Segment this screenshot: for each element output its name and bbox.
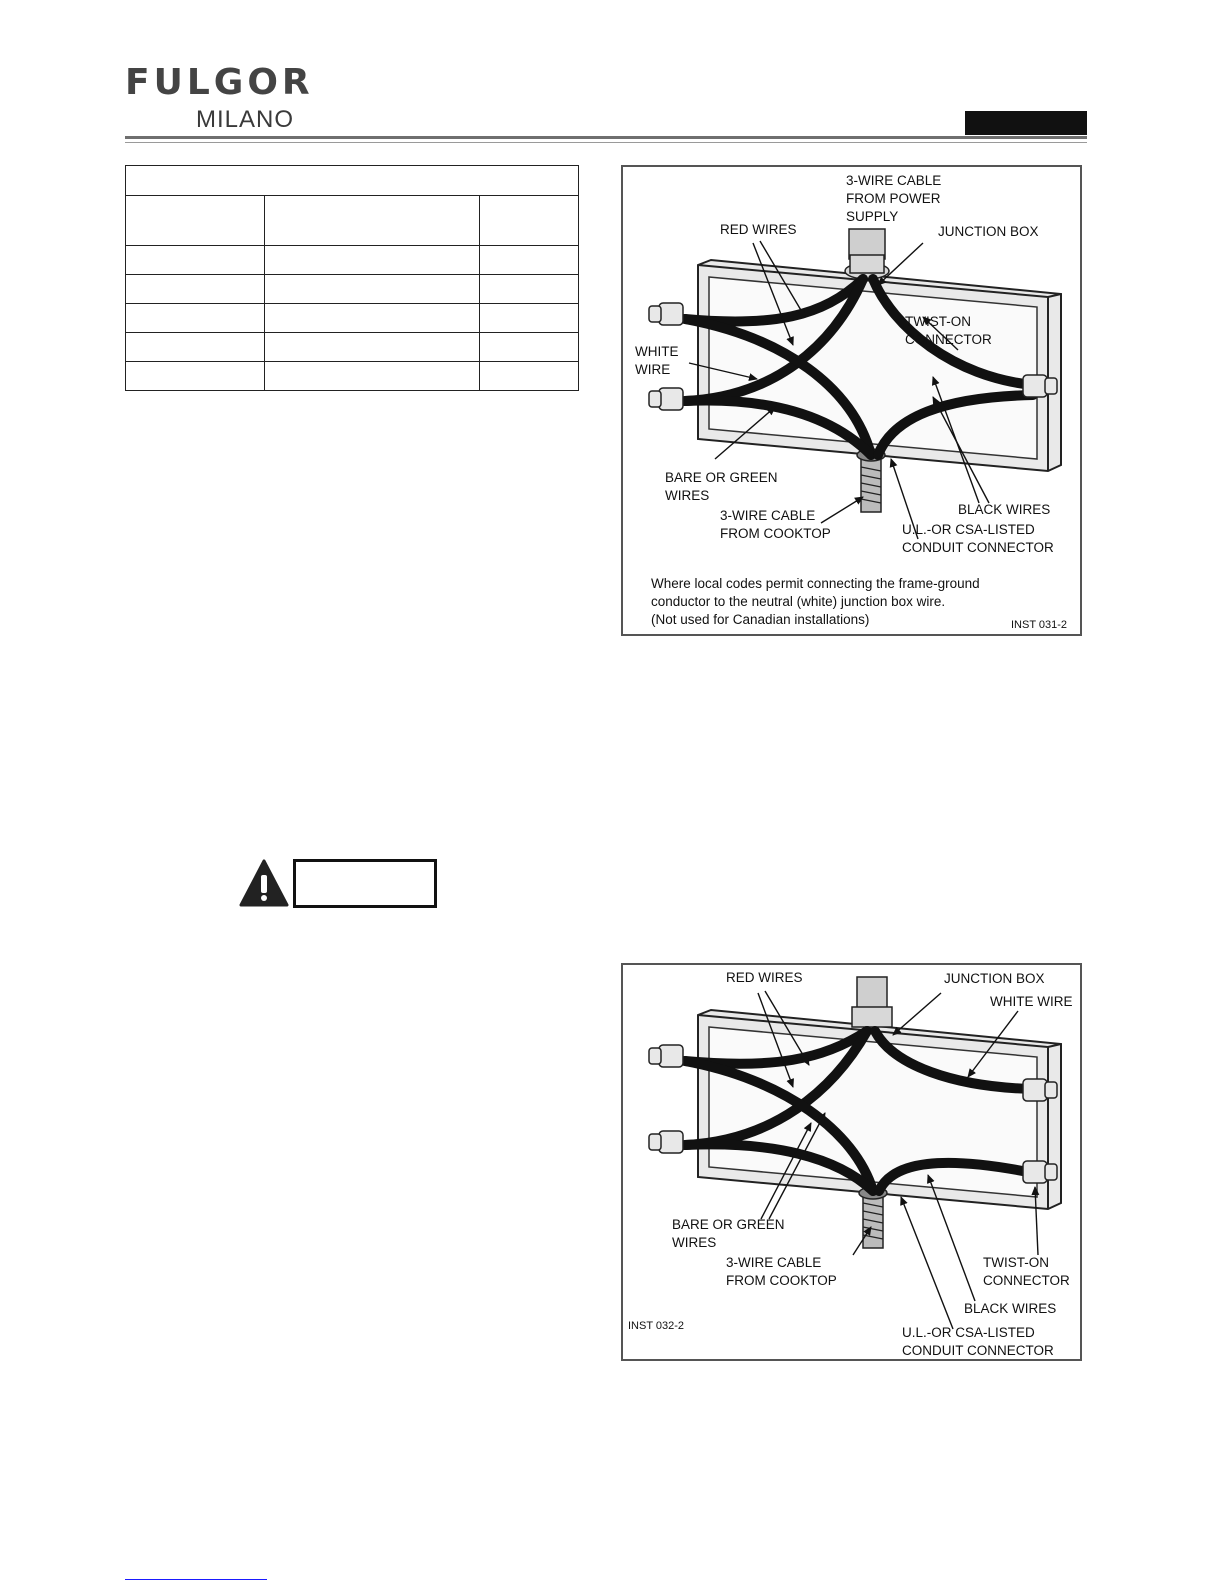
table-header-cell xyxy=(265,196,480,246)
warning-label-box xyxy=(293,859,437,908)
label-bare-green-wires: BARE OR GREEN WIRES xyxy=(665,470,778,503)
wiring-diagram-2 xyxy=(621,963,1082,1361)
footer-link-underline[interactable] xyxy=(125,1579,267,1580)
header-rule-thin xyxy=(125,142,1087,143)
header-rule xyxy=(125,136,1087,139)
table-header-cell xyxy=(480,196,579,246)
label-white-wire: WHITE WIRE xyxy=(635,344,679,377)
label-twist-on-connector: TWIST-ON CONNECTOR xyxy=(905,314,992,347)
warning-block xyxy=(238,857,442,914)
brand-logo: FULGOR xyxy=(125,62,314,103)
label-conduit-connector: U.L.-OR CSA-LISTED CONDUIT CONNECTOR xyxy=(902,522,1054,555)
table-row xyxy=(126,333,579,362)
label-conduit-connector: U.L.-OR CSA-LISTED CONDUIT CONNECTOR xyxy=(902,1325,1054,1358)
table-row xyxy=(126,304,579,333)
label-white-wire: WHITE WIRE xyxy=(990,994,1073,1009)
table-title-cell xyxy=(126,166,579,196)
label-bare-green-wires: BARE OR GREEN WIRES xyxy=(672,1217,785,1250)
label-cable-power: 3-WIRE CABLE FROM POWER SUPPLY xyxy=(846,173,942,224)
label-cable-cooktop: 3-WIRE CABLE FROM COOKTOP xyxy=(720,508,831,541)
label-twist-on-connector: TWIST-ON CONNECTOR xyxy=(983,1255,1070,1288)
spec-table xyxy=(125,165,579,391)
table-header-cell xyxy=(126,196,265,246)
table-row xyxy=(126,362,579,391)
figure-reference: INST 031-2 xyxy=(1011,619,1068,631)
label-black-wires: BLACK WIRES xyxy=(958,502,1051,517)
wiring-diagram-1 xyxy=(621,165,1082,636)
section-tab xyxy=(965,111,1087,135)
label-junction-box: JUNCTION BOX xyxy=(944,971,1045,986)
label-junction-box: JUNCTION BOX xyxy=(938,224,1039,239)
table-row xyxy=(126,275,579,304)
label-black-wires: BLACK WIRES xyxy=(964,1301,1057,1316)
label-cable-cooktop: 3-WIRE CABLE FROM COOKTOP xyxy=(726,1255,837,1288)
figure-reference: INST 032-2 xyxy=(628,1320,685,1332)
label-red-wires: RED WIRES xyxy=(726,970,803,985)
table-row xyxy=(126,246,579,275)
label-red-wires: RED WIRES xyxy=(720,222,797,237)
figure-caption: Where local codes permit connecting the frame-ground conductor to the neutral (white) junction box wire. (Not used for Canadian installations) xyxy=(651,576,980,627)
brand-subtitle: MILANO xyxy=(196,106,295,133)
warning-triangle-icon xyxy=(238,857,290,913)
